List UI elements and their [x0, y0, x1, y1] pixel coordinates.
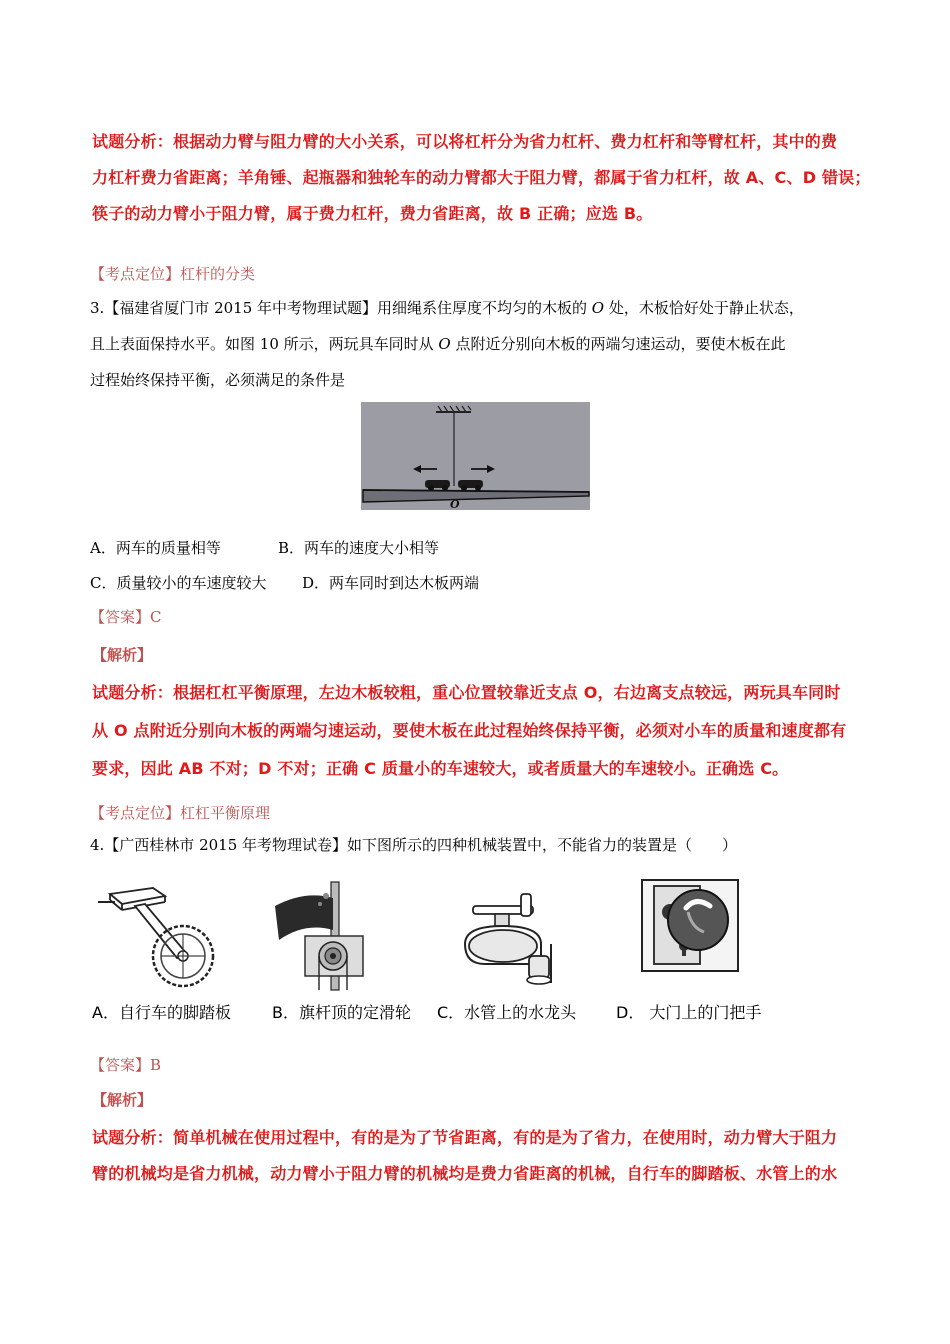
q3-stem-line-3: 过程始终保持平衡，必须满足的条件是 — [90, 371, 346, 389]
flagpole-pulley-figure — [265, 880, 395, 992]
key-point-row — [90, 264, 255, 284]
analysis-line: 试题分析：根据动力臂与阻力臂的大小关系，可以将杠杆分为省力杠杆、费力杠杆和等臂杠杆，其中的费 — [92, 132, 838, 151]
answer-label: 【答案】 — [90, 608, 151, 626]
analysis-line: 力杠杆费力省距离；羊角锤、起瓶器和独轮车的动力臂都大于阻力臂，都属于省力杠杆，故 A、C、D 错误； — [92, 168, 871, 187]
q4-stem: 4.【广西桂林市 2015 年考物理试卷】如下图所示的四种机械装置中，不能省力的装置是（ ） — [90, 836, 738, 854]
answer-value: C — [150, 608, 162, 626]
answer-value: B — [150, 1056, 162, 1074]
analysis-line: 试题分析：简单机械在使用过程中，有的是为了节省距离，有的是为了省力，在使用时，动力臂大于阻力 — [92, 1128, 838, 1147]
q4-caption-b: B．旗杆顶的定滑轮 — [272, 1003, 411, 1022]
key-point-row — [90, 803, 270, 823]
q3-option-d: D．两车同时到达木板两端 — [302, 574, 480, 592]
water-tap-icon — [455, 884, 570, 989]
key-point-label: 【考点定位】 — [90, 265, 181, 283]
bicycle-pedal-icon — [95, 878, 245, 990]
flag-pulley-icon — [265, 880, 395, 992]
q3-option-b: B．两车的速度大小相等 — [278, 539, 440, 557]
q4-caption-d: D． 大门上的门把手 — [616, 1003, 762, 1022]
q4-answer-row — [90, 1055, 161, 1075]
door-knob-figure — [640, 878, 740, 973]
plank-figure — [361, 402, 590, 510]
q4-caption-c: C．水管上的水龙头 — [437, 1003, 577, 1022]
q3-answer-row — [90, 607, 162, 627]
analysis-line: 要求，因此 AB 不对；D 不对；正确 C 质量小的车速较大，或者质量大的车速较小。正确选 C。 — [92, 759, 789, 778]
q4-caption-a: A．自行车的脚踏板 — [92, 1003, 231, 1022]
q3-stem-line-1: 3.【福建省厦门市 2015 年中考物理试题】用细绳系住厚度不均匀的木板的 O 处，木板恰好处于静止状态， — [90, 299, 804, 317]
q3-option-a: A．两车的质量相等 — [90, 539, 221, 557]
analysis-line: 筷子的动力臂小于阻力臂，属于费力杠杆，费力省距离，故 B 正确；应选 B。 — [92, 204, 653, 223]
plank-diagram — [361, 402, 590, 510]
bicycle-pedal-figure — [95, 878, 245, 990]
q3-stem-line-2: 且上表面保持水平。如图 10 所示，两玩具车同时从 O 点附近分别向木板的两端匀速运动，要使木板在此 — [90, 335, 786, 353]
answer-label: 【答案】 — [90, 1056, 151, 1074]
analysis-line: 试题分析：根据杠杠平衡原理，左边木板较粗，重心位置较靠近支点 O，右边离支点较远，两玩具车同时 — [92, 683, 841, 702]
q3-explain-label: 【解析】 — [92, 646, 153, 664]
key-point-text: 杠杆的分类 — [180, 265, 256, 283]
water-tap-figure — [455, 884, 570, 989]
q3-option-c: C．质量较小的车速度较大 — [90, 574, 267, 592]
analysis-line: 臂的机械均是省力机械，动力臂小于阻力臂的机械均是费力省距离的机械，自行车的脚踏板、水管上的水 — [92, 1164, 838, 1183]
key-point-text: 杠杠平衡原理 — [180, 804, 271, 822]
q4-explain-label: 【解析】 — [92, 1091, 153, 1109]
point-o-label: O — [450, 498, 460, 510]
key-point-label: 【考点定位】 — [90, 804, 181, 822]
door-knob-icon — [640, 878, 740, 973]
analysis-line: 从 O 点附近分别向木板的两端匀速运动，要使木板在此过程始终保持平衡，必须对小车的质量和速度都有 — [92, 721, 847, 740]
